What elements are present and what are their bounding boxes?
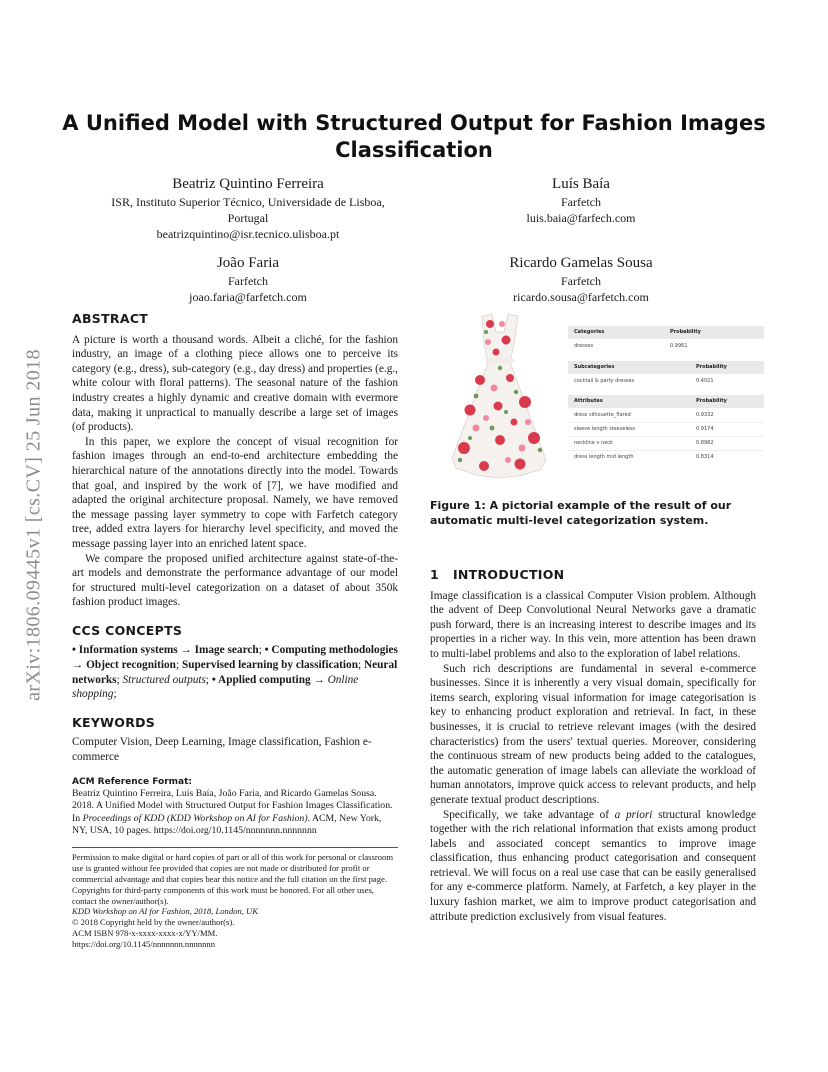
introduction-paragraph: Specifically, we take advantage of a priori structural knowledge together with the rich relational information that exists among product labels and associated concept semantics to improve image classification, thus enhancing product categorisation and consequent retrieval. We will focus on a real use case that can be easily generalised for any e-commerce platform. Namely, at Farfetch, a key player in the luxury fashion market, we aim to improve product categorisation and attribute prediction exclusively from visual features. — [430, 808, 756, 923]
table-row: dresses 0.9961 — [574, 343, 688, 349]
floral-dress-illustration — [440, 310, 560, 485]
author-block-4 — [440, 254, 722, 305]
arxiv-stamp — [14, 290, 54, 760]
table-header-row: Attributes Probability — [568, 395, 764, 408]
left-column — [72, 312, 398, 950]
table-row: sleeve length sleeveless 0.9174 — [568, 423, 764, 437]
table-row: neckline v neck 0.8982 — [568, 437, 764, 451]
prediction-table — [568, 326, 764, 462]
keywords-heading: KEYWORDS — [72, 714, 156, 730]
author-affiliation: Farfetch — [561, 274, 601, 288]
author-name: Beatriz Quintino Ferreira — [172, 176, 324, 192]
author-email: beatrizquintino@isr.tecnico.ulisboa.pt — [156, 227, 340, 241]
keywords-text: Computer Vision, Deep Learning, Image classification, Fashion e-commerce — [72, 736, 372, 764]
right-column — [430, 568, 756, 924]
abstract-paragraph: We compare the proposed unified architecture against state-of-the-art models and demonstrate the performance advantage of our model for structured multi-level categorization on a dataset of about 350k fashion product images. — [72, 552, 398, 609]
author-affiliation: Portugal — [227, 211, 269, 225]
abstract-heading: ABSTRACT — [72, 311, 149, 326]
footnote-divider — [72, 847, 398, 848]
introduction-paragraph: Such rich descriptions are fundamental in several e-commerce businesses. Since it is inherently a very visual domain, specifically for items search, exploring visual information for image categorisation is key to enhancing product exploration and retrieval. In fact, in these businesses, it is crucial to retrieve relevant images (with the desired characteristics) from the users' textual queries. Moreover, considering the continuous stream of new products being added to the catalogues, the automatic generation of image labels can alleviate the workload of human annotators, improve quick access to relevant products, and help generate textual product descriptions. — [430, 662, 756, 806]
abstract-paragraph: A picture is worth a thousand words. Albeit a cliché, for the fashion industry, an image of a clothing piece allows one to perceive its category (e.g., dress), sub-category (e.g., day dress) and properties (e.g., white colour with floral patterns). The seasonal nature of the fashion industry creates a highly dynamic and creative domain with evermore data, making it unpractical to manually describe a large set of images (of products). — [72, 333, 398, 434]
author-block-1 — [80, 175, 416, 242]
ccs-heading: CCS CONCEPTS — [72, 622, 183, 638]
author-affiliation: Farfetch — [228, 274, 268, 288]
paper-title: A Unified Model with Structured Output for Fashion Images Classification — [62, 111, 766, 162]
author-email: luis.baia@farfech.com — [526, 211, 636, 225]
author-name: Ricardo Gamelas Sousa — [509, 255, 653, 271]
author-block-3 — [80, 254, 416, 305]
introduction-heading: 1 INTRODUCTION — [430, 567, 565, 582]
table-header-row: Categories Probability — [568, 326, 764, 339]
abstract-paragraph: In this paper, we explore the concept of visual recognition for fashion images through an end-to-end architecture embedding the hierarchical nature of the annotations directly into the model. Towards that goal, and inspired by the work of [7], we have modified and adapted the original architecture proposal. Namely, we have removed the message passing layer symmetry to cope with Farfetch category tree, added extra layers for hierarchy level specificity, and moved the message passing layer into an enriched latent space. — [72, 435, 398, 550]
author-email: ricardo.sousa@farfetch.com — [513, 290, 649, 304]
author-block-2 — [440, 175, 722, 226]
author-name: João Faria — [216, 255, 280, 271]
ccs-concepts: • Information systems → Image search; • Computing methodologies → Object recognition; Supervised learning by classification; Neural networks; Structured outputs; • Applied computing → Online shopping; — [72, 644, 398, 701]
author-email: joao.faria@farfetch.com — [189, 290, 307, 304]
author-affiliation: ISR, Instituto Superior Técnico, Universidade de Lisboa, — [111, 195, 385, 209]
introduction-paragraph: Image classification is a classical Computer Vision problem. Although the advent of Deep Convolutional Neural Networks gave a dramatic push forward, there is an increasing interest to describe images and its properties in a richer way. In this vein, more attention has been drawn to multi-label problems and also to the exploration of label relations. — [430, 589, 756, 660]
dress-image — [440, 310, 560, 485]
figure-caption: Figure 1: A pictorial example of the result of our automatic multi-level categorization system. — [430, 499, 732, 527]
table-row: dress silhouette_flared 0.9332 — [568, 409, 764, 423]
table-row: dress length mid length 0.8314 — [574, 454, 714, 460]
permission-notice: Permission to make digital or hard copies of part or all of this work for personal or classroom use is granted without fee provided that copies are not made or distributed for profit or commercial advantage and that copies bear this notice and the full citation on the first page. Copyrights for third-party components of this work must be honored. For all other uses, contact the owner/author(s). KDD Workshop on AI for Fashion, 2018, London, UK © 2018 Copyright held by the owner/author(s). ACM ISBN 978-x-xxxx-xxxx-x/YY/MM. https://doi.org/10.1145/nnnnnnn.nnnnnnn — [72, 852, 393, 949]
table-row: cocktail & party dresses 0.4021 — [574, 378, 714, 384]
author-name: Luís Baía — [552, 176, 610, 192]
arxiv-identifier: arXiv:1806.09445v1 [cs.CV] 25 Jun 2018 — [22, 349, 45, 701]
table-header-row: Subcategories Probability — [568, 361, 764, 374]
author-affiliation: Farfetch — [561, 195, 601, 209]
acm-reference-heading: ACM Reference Format: — [72, 776, 192, 787]
acm-reference: ACM Reference Format: Beatriz Quintino Ferreira, Luís Baía, João Faria, and Ricardo Gamelas Sousa. 2018. A Unified Model with Structured Output for Fashion Images Classification. In Proceedings of KDD (KDD Workshop on AI for Fashion). ACM, New York, NY, USA, 10 pages. https://doi.org/10.1145/nnnnnnn.nnnnnnn — [72, 777, 398, 838]
